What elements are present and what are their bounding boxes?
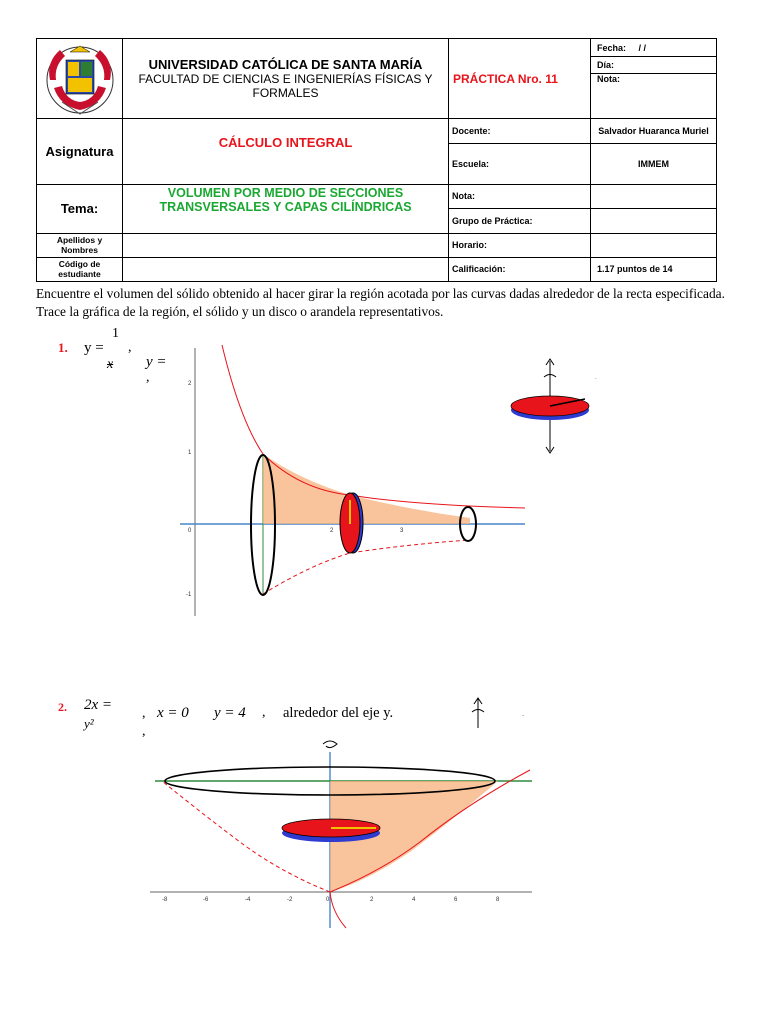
problem1-y-eq: y = — [84, 340, 104, 356]
problem1-number: 1. — [58, 340, 68, 355]
problem2-comma2: , — [142, 724, 146, 739]
problem1-frac-num: 1 — [112, 326, 119, 341]
p1-rotation-disk-diagram — [505, 355, 605, 455]
tema-label: Tema: — [37, 184, 123, 233]
problem1-comma1: , — [128, 340, 132, 355]
p2-tick-6: 6 — [454, 897, 458, 903]
codigo-value — [123, 257, 449, 281]
horario-label: Horario: — [449, 233, 591, 257]
nota-cell — [591, 74, 717, 119]
p1-tick-y-2: 2 — [188, 381, 192, 387]
problem2-comma3: , — [262, 705, 266, 720]
dia-cell — [591, 57, 717, 74]
problem1-graph — [170, 340, 530, 620]
docente-label: Docente: — [449, 119, 591, 144]
p1-tick-y-1: 1 — [188, 450, 192, 456]
svg-text:.: . — [522, 709, 525, 718]
grupo-value — [591, 208, 717, 233]
p2-tick-2: 2 — [370, 897, 374, 903]
logo-cell — [37, 39, 123, 119]
horario-value — [591, 233, 717, 257]
asignatura-value: CÁLCULO INTEGRAL — [123, 119, 449, 184]
problem2-number: 2. — [58, 700, 67, 714]
problem2-rhs: y² — [84, 716, 94, 731]
problem1-y-eq2: y = — [146, 354, 167, 370]
apellidos-value — [123, 233, 449, 257]
p2-rotation-arrow-icon — [323, 741, 337, 748]
university-cell — [123, 39, 449, 119]
nota2-label: Nota: — [449, 184, 591, 208]
header-table — [36, 38, 717, 282]
p2-tick-0: 0 — [326, 897, 330, 903]
asignatura-label: Asignatura — [37, 119, 123, 184]
escuela-label: Escuela: — [449, 144, 591, 184]
p1-tick-y-neg1: -1 — [186, 592, 192, 598]
nota-label: Nota: — [597, 74, 620, 85]
problem2-y-eq: y = 4 — [214, 705, 246, 721]
p2-tick-8: 8 — [496, 897, 500, 903]
instructions-text: Encuentre el volumen del sólido obtenido al hacer girar la región acotada por las curvas dadas alrededor de la recta especificada. Trace la gráfica de la región, el sólido y un disco o arandela representativos. — [36, 286, 725, 319]
problem1-comma2: , — [146, 370, 150, 385]
p1-tick-x-3: 3 — [400, 528, 404, 534]
p1-tick-x-2: 2 — [330, 528, 334, 534]
p2-tick-neg2: -2 — [287, 897, 293, 903]
problem2-comma1: , — [142, 706, 146, 721]
p2-tick-neg6: -6 — [203, 897, 209, 903]
p1-tick-x-0: 0 — [188, 528, 192, 534]
escuela-value: IMMEM — [591, 144, 717, 184]
university-name: UNIVERSIDAD CATÓLICA DE SANTA MARÍA — [148, 57, 423, 73]
p2-tick-neg4: -4 — [245, 897, 251, 903]
fecha-label: Fecha: — [597, 42, 627, 53]
grupo-label: Grupo de Práctica: — [449, 208, 591, 233]
faculty-name: FACULTAD DE CIENCIAS E INGENIERÍAS FÍSICAS Y FORMALES — [138, 72, 433, 101]
apellidos-label: Apellidos y Nombres — [37, 233, 123, 257]
university-seal-logo — [40, 40, 120, 118]
dia-label: Día: — [597, 60, 615, 71]
codigo-label: Código de estudiante — [37, 257, 123, 281]
tema-value: VOLUMEN POR MEDIO DE SECCIONES TRANSVERSALES Y CAPAS CILÍNDRICAS — [123, 184, 449, 233]
p2-rotation-axis-icon — [462, 696, 532, 732]
problem2-x-eq: x = 0 — [157, 705, 189, 721]
fecha-value: / / — [638, 42, 647, 53]
p1-shaded-region — [263, 454, 470, 524]
docente-value: Salvador Huaranca Muriel — [591, 119, 717, 144]
p2-tick-neg8: -8 — [162, 897, 168, 903]
practice-cell — [449, 39, 591, 119]
problem2-graph — [150, 732, 535, 930]
nota2-value — [591, 184, 717, 208]
p1-reflected-curve — [263, 540, 470, 594]
calificacion-value: 1.17 puntos de 14 — [591, 257, 717, 281]
p2-tick-4: 4 — [412, 897, 416, 903]
problem2-axis-text: alrededor del eje y. — [283, 705, 394, 721]
problem2-lhs: 2x = — [84, 697, 113, 713]
problem1-frac-den: x — [107, 357, 114, 372]
practice-number: PRÁCTICA Nro. 11 — [453, 71, 558, 86]
svg-text:.: . — [595, 375, 597, 381]
fecha-cell — [591, 39, 717, 57]
calificacion-label: Calificación: — [449, 257, 591, 281]
